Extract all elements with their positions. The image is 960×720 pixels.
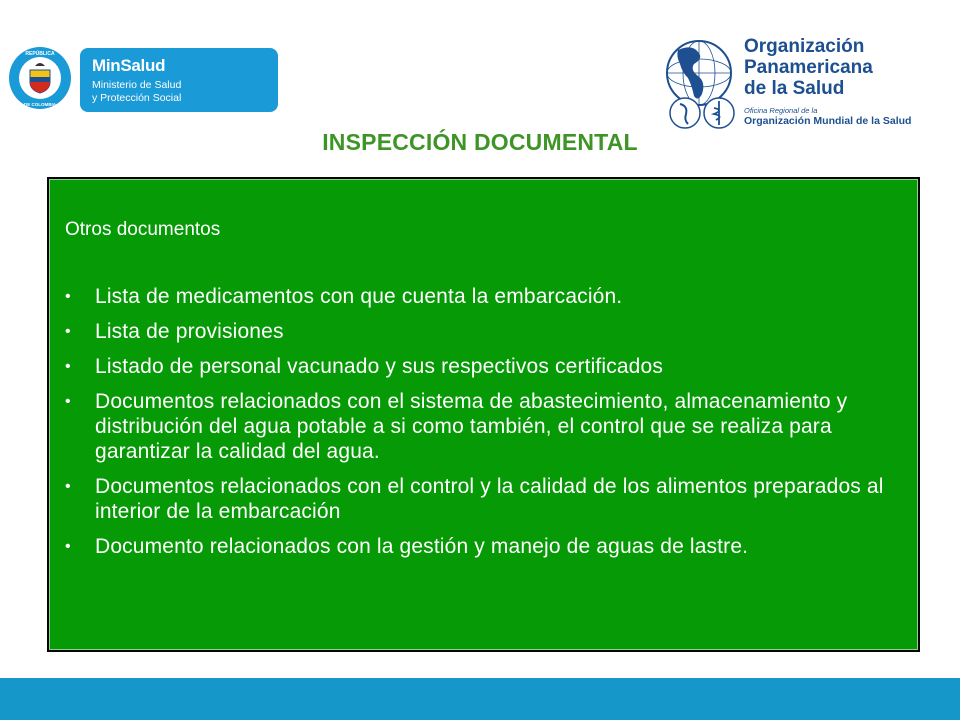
minsalud-name: MinSalud xyxy=(92,56,166,75)
list-item-text: Listado de personal vacunado y sus respectivos certificados xyxy=(95,355,663,378)
bullet-icon: • xyxy=(65,538,71,555)
ops-name-line1: Organización xyxy=(744,36,865,57)
ops-name-line3: de la Salud xyxy=(744,78,845,99)
ops-subtitle-line1: Oficina Regional de la xyxy=(744,106,818,115)
content-panel xyxy=(47,177,920,652)
list-item-text: Documentos relacionados con el sistema de abastecimiento, almacenamiento y distribución del agua potable a si como también, el control que se realiza para garantizar la calidad del agua. xyxy=(95,390,848,463)
minsalud-subtitle xyxy=(92,79,181,105)
minsalud-badge xyxy=(80,48,278,112)
ops-name-line2: Panamericana xyxy=(744,57,873,78)
ops-logo xyxy=(664,36,954,132)
paho-who-emblems-icon xyxy=(668,96,738,130)
svg-text:DE COLOMBIA: DE COLOMBIA xyxy=(24,102,56,107)
ops-subtitle-line2: Organización Mundial de la Salud xyxy=(744,115,912,127)
svg-text:REPÚBLICA: REPÚBLICA xyxy=(25,51,55,57)
slide-title: INSPECCIÓN DOCUMENTAL xyxy=(322,129,638,155)
bullet-icon: • xyxy=(65,478,71,495)
minsalud-subtitle-line1: Ministerio de Salud xyxy=(92,79,182,91)
bullet-icon: • xyxy=(65,288,71,305)
bullet-icon: • xyxy=(65,358,71,375)
list-item xyxy=(65,284,905,309)
list-item xyxy=(65,319,905,344)
list-item xyxy=(65,474,905,524)
list-item-text: Lista de provisiones xyxy=(95,320,284,343)
list-item xyxy=(65,389,905,464)
ops-name xyxy=(744,36,873,99)
minsalud-subtitle-line2: y Protección Social xyxy=(92,92,182,104)
footer-bar xyxy=(0,678,960,720)
colombia-seal-icon xyxy=(8,46,72,110)
panel-heading: Otros documentos xyxy=(65,219,221,240)
minsalud-logo xyxy=(8,46,272,116)
list-item xyxy=(65,354,905,379)
list-item-text: Lista de medicamentos con que cuenta la embarcación. xyxy=(95,285,623,308)
bullet-icon: • xyxy=(65,393,71,410)
list-item-text: Documentos relacionados con el control y la calidad de los alimentos preparados al interior de la embarcación xyxy=(95,475,884,523)
list-item xyxy=(65,534,905,559)
bullet-icon: • xyxy=(65,323,71,340)
list-item-text: Documento relacionados con la gestión y manejo de aguas de lastre. xyxy=(95,535,749,558)
bullet-list xyxy=(65,284,905,569)
